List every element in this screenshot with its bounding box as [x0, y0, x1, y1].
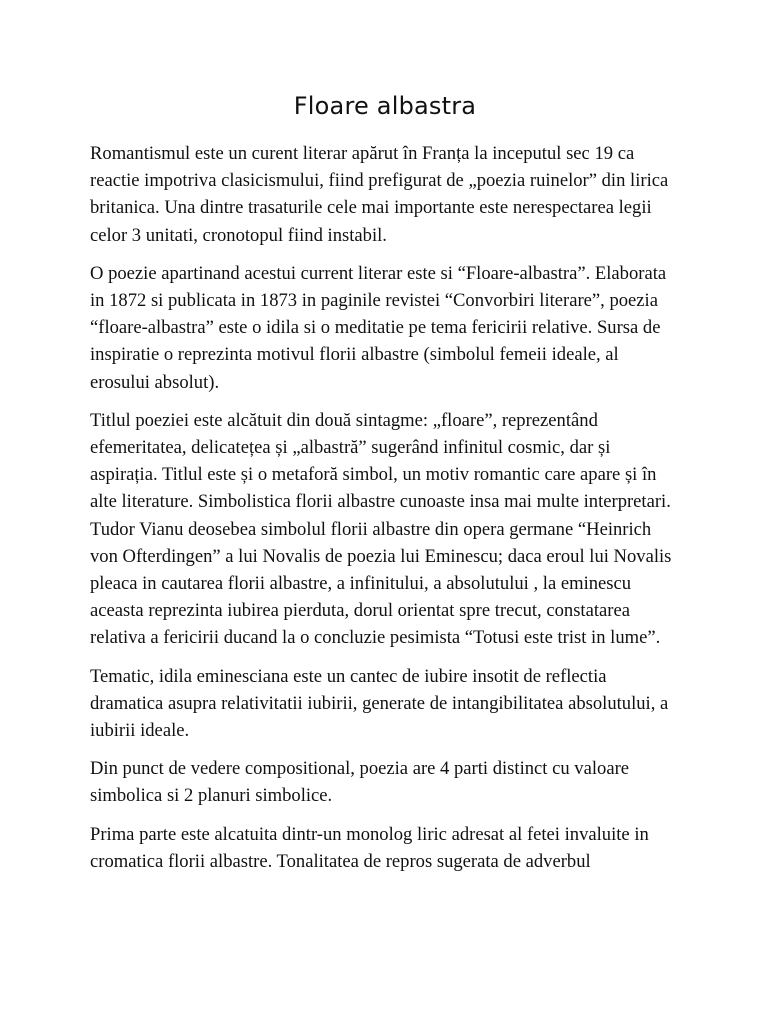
- document-page: [90, 86, 680, 886]
- paragraph-first-part: Prima parte este alcatuita dintr-un monolog liric adresat al fetei invaluite in cromatica florii albastre. Tonalitatea de repros sugerata de adverbul: [90, 823, 649, 872]
- paragraph-title-analysis: Titlul poeziei este alcătuit din două sintagme: „floare”, reprezentând efemeritatea, delicatețea și „albastră” sugerând infinitul cosmic, dar și aspirația. Titlul este și o metaforă simbol, un motiv romantic care apare și în alte literature. Simbolistica florii albastre cunoaste insa mai multe interpretari. Tudor Vianu deosebea simbolul florii albastre din opera germane “Heinrich von Ofterdingen” a lui Novalis de poezia lui Eminescu; daca eroul lui Novalis pleaca in cautarea florii albastre, a infinitului, a absolutului , la eminescu aceasta reprezinta iubirea pierduta, dorul orientat spre trecut, constatarea relativa a fericirii ducand la o concluzie pesimista “Totusi este trist in lume”.: [90, 409, 672, 649]
- document-title: Floare albastra: [293, 92, 477, 120]
- paragraph-publication: O poezie apartinand acestui current literar este si “Floare-albastra”. Elaborata in 1872 si publicata in 1873 in paginile revistei “Convorbiri literare”, poezia “floare-albastra” este o idila si o meditatie pe tema fericirii relative. Sursa de inspiratie o reprezinta motivul florii albastre (simbolul femeii ideale, al erosului absolut).: [90, 262, 667, 393]
- paragraph-theme: Tematic, idila eminesciana este un cantec de iubire insotit de reflectia dramatica asupra relativitatii iubirii, generate de intangibilitatea absolutului, a iubirii ideale.: [90, 665, 669, 742]
- paragraph-composition: Din punct de vedere compositional, poezia are 4 parti distinct cu valoare simbolica si 2 planuri simbolice.: [90, 758, 630, 807]
- paragraph-romantism: Romantismul este un curent literar apărut în Franța la inceputul sec 19 ca reactie impotriva clasicismului, fiind prefigurat de „poezia ruinelor” din lirica britanica. Una dintre trasaturile cele mai importante este nerespectarea legii celor 3 unitati, cronotopul fiind instabil.: [90, 143, 669, 246]
